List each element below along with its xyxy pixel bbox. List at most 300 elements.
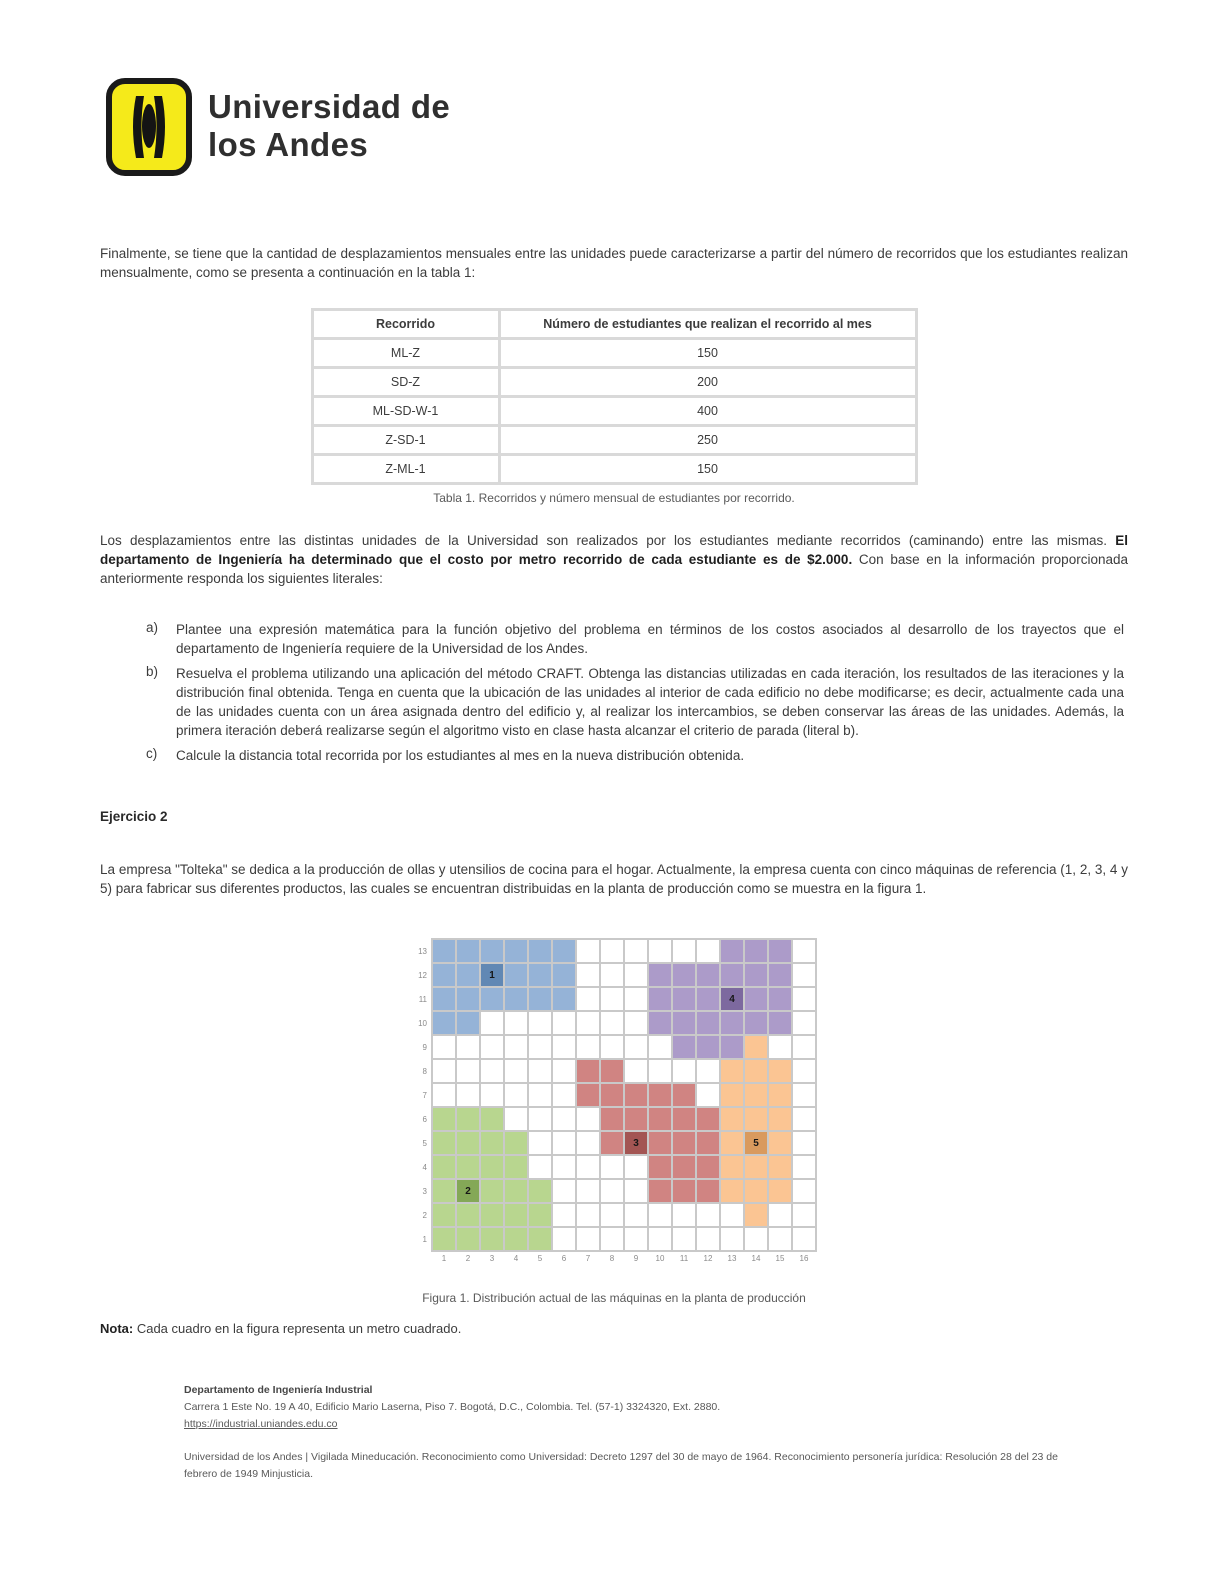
empty-grid-cell [721, 1228, 743, 1250]
machine-area-cell [649, 1132, 671, 1154]
x-tick-label: 14 [751, 1254, 761, 1263]
empty-grid-cell [601, 964, 623, 986]
empty-grid-cell [673, 940, 695, 962]
y-tick-label: 3 [422, 1187, 427, 1196]
machine-area-cell [745, 1180, 767, 1202]
machine-label-cell [457, 1180, 479, 1202]
empty-grid-cell [481, 1036, 503, 1058]
machine-area-cell [769, 1108, 791, 1130]
university-emblem-icon [106, 78, 192, 176]
machine-area-cell [745, 1036, 767, 1058]
cost-paragraph-post: Con base en la información proporcionada anteriormente responda los siguientes literales: [100, 552, 1128, 586]
machine-area-cell [649, 988, 671, 1010]
machine-number-label: 4 [729, 993, 735, 1005]
empty-grid-cell [481, 1084, 503, 1106]
machine-area-cell [529, 1228, 551, 1250]
empty-grid-cell [601, 1180, 623, 1202]
machine-area-cell [673, 988, 695, 1010]
students-cell: 400 [499, 397, 916, 426]
machine-area-cell [457, 1108, 479, 1130]
machine-area-cell [745, 940, 767, 962]
machine-area-cell [649, 1012, 671, 1034]
empty-grid-cell [793, 1132, 815, 1154]
machine-area-cell [697, 1036, 719, 1058]
empty-grid-cell [625, 1012, 647, 1034]
empty-grid-cell [577, 1204, 599, 1226]
machine-area-cell [673, 1084, 695, 1106]
university-name-line1: Universidad de [208, 88, 451, 125]
machine-area-cell [721, 1108, 743, 1130]
machine-area-cell [481, 1156, 503, 1178]
figure-caption: Figura 1. Distribución actual de las máquinas en la planta de producción [422, 1291, 806, 1305]
empty-grid-cell [793, 964, 815, 986]
machine-area-cell [481, 1180, 503, 1202]
exercise-2-heading: Ejercicio 2 [100, 809, 168, 824]
empty-grid-cell [577, 1132, 599, 1154]
machine-area-cell [769, 1060, 791, 1082]
empty-grid-cell [505, 1036, 527, 1058]
empty-grid-cell [793, 1204, 815, 1226]
machine-area-cell [457, 1204, 479, 1226]
empty-grid-cell [673, 1060, 695, 1082]
empty-grid-cell [697, 940, 719, 962]
y-tick-label: 6 [422, 1115, 427, 1124]
empty-grid-cell [529, 1036, 551, 1058]
machine-area-cell [553, 940, 575, 962]
machine-area-cell [721, 1156, 743, 1178]
machine-area-cell [745, 988, 767, 1010]
empty-grid-cell [601, 1036, 623, 1058]
y-tick-label: 5 [422, 1139, 427, 1148]
empty-grid-cell [577, 964, 599, 986]
machine-area-cell [529, 964, 551, 986]
page-footer [184, 1382, 1128, 1483]
machine-area-cell [457, 964, 479, 986]
y-tick-label: 8 [422, 1067, 427, 1076]
empty-grid-cell [793, 1108, 815, 1130]
layout-grid [431, 938, 817, 1252]
machine-area-cell [721, 940, 743, 962]
university-name [208, 88, 450, 164]
x-tick-label: 15 [775, 1254, 785, 1263]
literal-list [146, 620, 1128, 765]
empty-grid-cell [577, 1180, 599, 1202]
machine-area-cell [505, 1180, 527, 1202]
machine-area-cell [673, 1132, 695, 1154]
empty-grid-cell [793, 1180, 815, 1202]
empty-grid-cell [625, 1060, 647, 1082]
table-row [312, 339, 916, 368]
route-column-header: Recorrido [312, 310, 499, 339]
empty-grid-cell [481, 1012, 503, 1034]
students-cell: 150 [499, 455, 916, 484]
machine-area-cell [745, 1012, 767, 1034]
machine-area-cell [457, 1012, 479, 1034]
machine-area-cell [673, 964, 695, 986]
machine-area-cell [577, 1084, 599, 1106]
machine-area-cell [649, 1084, 671, 1106]
list-item [146, 664, 1128, 740]
routes-table-body [312, 339, 916, 484]
machine-area-cell [433, 988, 455, 1010]
students-column-header: Número de estudiantes que realizan el recorrido al mes [499, 310, 916, 339]
footer-address: Carrera 1 Este No. 19 A 40, Edificio Mario Laserna, Piso 7. Bogotá, D.C., Colombia. Tel. (57-1) 3324320, Ext. 2880. [184, 1401, 721, 1413]
university-logo [106, 78, 1128, 180]
cost-paragraph [100, 531, 1128, 588]
machine-area-cell [457, 1156, 479, 1178]
machine-area-cell [697, 1156, 719, 1178]
empty-grid-cell [577, 1156, 599, 1178]
y-tick-label: 13 [418, 947, 427, 956]
machine-area-cell [673, 1156, 695, 1178]
routes-table-section [100, 308, 1128, 505]
machine-area-cell [697, 1180, 719, 1202]
machine-area-cell [433, 1108, 455, 1130]
x-tick-label: 1 [441, 1254, 447, 1263]
machine-area-cell [769, 940, 791, 962]
empty-grid-cell [457, 1084, 479, 1106]
machine-area-cell [457, 1132, 479, 1154]
empty-grid-cell [625, 1180, 647, 1202]
machine-area-cell [529, 940, 551, 962]
empty-grid-cell [433, 1036, 455, 1058]
empty-grid-cell [601, 988, 623, 1010]
machine-area-cell [673, 1012, 695, 1034]
x-tick-label: 12 [703, 1254, 713, 1263]
empty-grid-cell [601, 1012, 623, 1034]
empty-grid-cell [553, 1228, 575, 1250]
x-tick-label: 10 [655, 1254, 665, 1263]
x-tick-label: 4 [513, 1254, 519, 1263]
x-tick-label: 6 [561, 1254, 567, 1263]
empty-grid-cell [601, 940, 623, 962]
machine-area-cell [697, 1108, 719, 1130]
machine-area-cell [721, 1132, 743, 1154]
empty-grid-cell [793, 1060, 815, 1082]
table-header-row [312, 310, 916, 339]
machine-area-cell [769, 988, 791, 1010]
empty-grid-cell [793, 988, 815, 1010]
machine-label-cell [721, 988, 743, 1010]
machine-area-cell [673, 1108, 695, 1130]
machine-area-cell [505, 1204, 527, 1226]
machine-area-cell [721, 1012, 743, 1034]
x-tick-label: 5 [537, 1254, 543, 1263]
empty-grid-cell [649, 1036, 671, 1058]
y-tick-label: 10 [418, 1019, 427, 1028]
cost-paragraph-pre: Los desplazamientos entre las distintas unidades de la Universidad son realizados por los estudiantes mediante recorridos (caminando) entre las mismas. [100, 533, 1116, 548]
machine-area-cell [505, 988, 527, 1010]
machine-area-cell [529, 1180, 551, 1202]
machine-area-cell [505, 964, 527, 986]
machine-area-cell [721, 1180, 743, 1202]
empty-grid-cell [625, 1156, 647, 1178]
empty-grid-cell [553, 1108, 575, 1130]
empty-grid-cell [577, 988, 599, 1010]
footer-department: Departamento de Ingeniería Industrial [184, 1384, 373, 1396]
plant-layout-figure [100, 938, 1128, 1305]
empty-grid-cell [697, 1060, 719, 1082]
empty-grid-cell [553, 1036, 575, 1058]
x-tick-label: 8 [609, 1254, 615, 1263]
machine-area-cell [769, 1180, 791, 1202]
machine-number-label: 1 [489, 969, 495, 981]
machine-area-cell [745, 1204, 767, 1226]
students-cell: 250 [499, 426, 916, 455]
empty-grid-cell [505, 1012, 527, 1034]
machine-area-cell [697, 988, 719, 1010]
machine-area-cell [745, 1060, 767, 1082]
y-tick-label: 1 [422, 1235, 427, 1244]
empty-grid-cell [553, 1012, 575, 1034]
note-text: Cada cuadro en la figura representa un metro cuadrado. [133, 1321, 462, 1336]
machine-area-cell [553, 988, 575, 1010]
machine-area-cell [505, 1228, 527, 1250]
x-tick-label: 3 [489, 1254, 495, 1263]
y-tick-label: 7 [422, 1091, 427, 1100]
routes-table [311, 308, 918, 485]
empty-grid-cell [649, 1060, 671, 1082]
machine-area-cell [625, 1084, 647, 1106]
empty-grid-cell [793, 1012, 815, 1034]
empty-grid-cell [577, 1228, 599, 1250]
x-tick-label: 13 [727, 1254, 737, 1263]
empty-grid-cell [505, 1084, 527, 1106]
machine-area-cell [769, 1156, 791, 1178]
empty-grid-cell [481, 1060, 503, 1082]
x-tick-label: 2 [465, 1254, 471, 1263]
empty-grid-cell [769, 1204, 791, 1226]
empty-grid-cell [553, 1132, 575, 1154]
machine-area-cell [673, 1036, 695, 1058]
y-tick-label: 11 [418, 995, 427, 1004]
students-cell: 150 [499, 339, 916, 368]
machine-area-cell [601, 1108, 623, 1130]
empty-grid-cell [505, 1108, 527, 1130]
machine-area-cell [745, 1156, 767, 1178]
machine-area-cell [481, 988, 503, 1010]
machine-area-cell [433, 1156, 455, 1178]
university-name-line2: los Andes [208, 126, 369, 163]
x-tick-label: 9 [633, 1254, 639, 1263]
machine-area-cell [769, 1132, 791, 1154]
machine-area-cell [481, 1132, 503, 1154]
machine-area-cell [649, 1180, 671, 1202]
empty-grid-cell [529, 1084, 551, 1106]
empty-grid-cell [673, 1228, 695, 1250]
empty-grid-cell [553, 1060, 575, 1082]
machine-area-cell [481, 940, 503, 962]
empty-grid-cell [649, 1204, 671, 1226]
empty-grid-cell [529, 1156, 551, 1178]
machine-area-cell [505, 1156, 527, 1178]
machine-area-cell [481, 1228, 503, 1250]
empty-grid-cell [529, 1132, 551, 1154]
empty-grid-cell [673, 1204, 695, 1226]
x-tick-label: 7 [585, 1254, 591, 1263]
machine-label-cell [745, 1132, 767, 1154]
machine-area-cell [769, 964, 791, 986]
empty-grid-cell [697, 1084, 719, 1106]
list-item-text: Calcule la distancia total recorrida por los estudiantes al mes en la nueva distribución obtenida. [176, 748, 745, 763]
table-row [312, 426, 916, 455]
empty-grid-cell [553, 1204, 575, 1226]
machine-number-label: 5 [753, 1137, 759, 1149]
machine-area-cell [505, 940, 527, 962]
empty-grid-cell [577, 1108, 599, 1130]
y-tick-label: 9 [422, 1043, 427, 1052]
empty-grid-cell [529, 1060, 551, 1082]
machine-area-cell [721, 1036, 743, 1058]
machine-area-cell [601, 1132, 623, 1154]
machine-area-cell [433, 940, 455, 962]
machine-area-cell [577, 1060, 599, 1082]
empty-grid-cell [601, 1204, 623, 1226]
machine-area-cell [529, 1204, 551, 1226]
route-cell: SD-Z [312, 368, 499, 397]
machine-area-cell [721, 964, 743, 986]
machine-label-cell [625, 1132, 647, 1154]
empty-grid-cell [793, 1036, 815, 1058]
machine-area-cell [553, 964, 575, 986]
machine-area-cell [745, 964, 767, 986]
empty-grid-cell [457, 1060, 479, 1082]
machine-area-cell [481, 1108, 503, 1130]
empty-grid-cell [721, 1204, 743, 1226]
footer-legal: Universidad de los Andes | Vigilada Mineducación. Reconocimiento como Universidad: Decreto 1297 del 30 de mayo de 1964. Reconocimiento personería jurídica: Resolución 28 del 23 de febrero de 1949 Minjusticia. [184, 1451, 1058, 1480]
machine-area-cell [505, 1132, 527, 1154]
y-axis [411, 938, 427, 1252]
table-row [312, 397, 916, 426]
empty-grid-cell [649, 1228, 671, 1250]
empty-grid-cell [649, 940, 671, 962]
y-tick-label: 12 [418, 971, 427, 980]
plot-area [411, 938, 817, 1252]
x-tick-label: 11 [679, 1254, 689, 1263]
machine-area-cell [649, 1156, 671, 1178]
machine-area-cell [601, 1060, 623, 1082]
table-row [312, 455, 916, 484]
machine-area-cell [745, 1108, 767, 1130]
empty-grid-cell [625, 964, 647, 986]
empty-grid-cell [577, 1036, 599, 1058]
empty-grid-cell [625, 1228, 647, 1250]
note-label: Nota: [100, 1321, 134, 1336]
list-item-marker: b) [146, 664, 159, 679]
empty-grid-cell [793, 1156, 815, 1178]
machine-area-cell [433, 1132, 455, 1154]
table-row [312, 368, 916, 397]
empty-grid-cell [433, 1084, 455, 1106]
machine-number-label: 2 [465, 1185, 471, 1197]
empty-grid-cell [601, 1156, 623, 1178]
machine-area-cell [457, 1228, 479, 1250]
machine-area-cell [697, 1012, 719, 1034]
empty-grid-cell [769, 1036, 791, 1058]
empty-grid-cell [697, 1204, 719, 1226]
machine-area-cell [529, 988, 551, 1010]
empty-grid-cell [457, 1036, 479, 1058]
empty-grid-cell [697, 1228, 719, 1250]
list-item-marker: c) [146, 746, 158, 761]
machine-area-cell [625, 1108, 647, 1130]
empty-grid-cell [529, 1012, 551, 1034]
empty-grid-cell [433, 1060, 455, 1082]
y-tick-label: 4 [422, 1163, 427, 1172]
route-cell: ML-SD-W-1 [312, 397, 499, 426]
route-cell: Z-SD-1 [312, 426, 499, 455]
machine-area-cell [649, 1108, 671, 1130]
empty-grid-cell [793, 1084, 815, 1106]
machine-area-cell [649, 964, 671, 986]
footer-website-link[interactable]: https://industrial.uniandes.edu.co [184, 1418, 338, 1430]
route-cell: ML-Z [312, 339, 499, 368]
empty-grid-cell [601, 1228, 623, 1250]
empty-grid-cell [745, 1228, 767, 1250]
machine-area-cell [457, 940, 479, 962]
empty-grid-cell [577, 1012, 599, 1034]
machine-area-cell [721, 1060, 743, 1082]
list-item [146, 620, 1128, 658]
route-cell: Z-ML-1 [312, 455, 499, 484]
empty-grid-cell [625, 1204, 647, 1226]
list-item-marker: a) [146, 620, 159, 635]
machine-area-cell [721, 1084, 743, 1106]
machine-area-cell [745, 1084, 767, 1106]
exercise-2-paragraph: La empresa "Tolteka" se dedica a la producción de ollas y utensilios de cocina para el hogar. Actualmente, la empresa cuenta con cinco máquinas de referencia (1, 2, 3, 4 y 5) para fabricar sus diferentes productos, las cuales se encuentran distribuidas en la planta de producción como se muestra en la figura 1. [100, 862, 1128, 896]
empty-grid-cell [625, 988, 647, 1010]
machine-area-cell [433, 1204, 455, 1226]
empty-grid-cell [505, 1060, 527, 1082]
students-cell: 200 [499, 368, 916, 397]
machine-area-cell [697, 964, 719, 986]
list-item-text: Resuelva el problema utilizando una aplicación del método CRAFT. Obtenga las distancias utilizadas en cada iteración, los resultados de las iteraciones y la distribución final obtenida. Tenga en cuenta que la ubicación de las unidades al interior de cada edificio no debe modificarse; es decir, actualmente cada una de las unidades cuenta con un área asignada dentro del edificio y, al realizar los intercambios, se deben conservar las áreas de las unidades. Además, la primera iteración deberá realizarse según el algoritmo visto en clase hasta alcanzar el criterio de parada (literal b). [176, 666, 1124, 738]
y-tick-label: 2 [422, 1211, 427, 1220]
machine-area-cell [433, 964, 455, 986]
empty-grid-cell [793, 940, 815, 962]
intro-paragraph: Finalmente, se tiene que la cantidad de desplazamientos mensuales entre las unidades puede caracterizarse a partir del número de recorridos que los estudiantes realizan mensualmente, como se presenta a continuación en la tabla 1: [100, 246, 1128, 280]
table-caption: Tabla 1. Recorridos y número mensual de estudiantes por recorrido. [433, 491, 795, 505]
machine-area-cell [769, 1084, 791, 1106]
cost-statement-bold: El departamento de Ingeniería ha determinado que el costo por metro recorrido de cada estudiante es de $2.000. [100, 533, 1128, 567]
machine-area-cell [481, 1204, 503, 1226]
list-item [146, 746, 1128, 765]
empty-grid-cell [625, 1036, 647, 1058]
empty-grid-cell [769, 1228, 791, 1250]
machine-area-cell [601, 1084, 623, 1106]
empty-grid-cell [529, 1108, 551, 1130]
empty-grid-cell [577, 940, 599, 962]
list-item-text: Plantee una expresión matemática para la función objetivo del problema en términos de los costos asociados al desarrollo de los trayectos que el departamento de Ingeniería requiere de la Universidad de los Andes. [176, 622, 1124, 656]
machine-area-cell [433, 1180, 455, 1202]
machine-area-cell [433, 1012, 455, 1034]
x-tick-label: 16 [799, 1254, 809, 1263]
x-axis [432, 1254, 816, 1263]
machine-label-cell [481, 964, 503, 986]
machine-area-cell [697, 1132, 719, 1154]
empty-grid-cell [793, 1228, 815, 1250]
machine-area-cell [433, 1228, 455, 1250]
machine-area-cell [769, 1012, 791, 1034]
machine-area-cell [457, 988, 479, 1010]
empty-grid-cell [553, 1180, 575, 1202]
figure-note [100, 1321, 1128, 1336]
empty-grid-cell [553, 1084, 575, 1106]
machine-area-cell [673, 1180, 695, 1202]
empty-grid-cell [625, 940, 647, 962]
empty-grid-cell [553, 1156, 575, 1178]
machine-number-label: 3 [633, 1137, 639, 1149]
